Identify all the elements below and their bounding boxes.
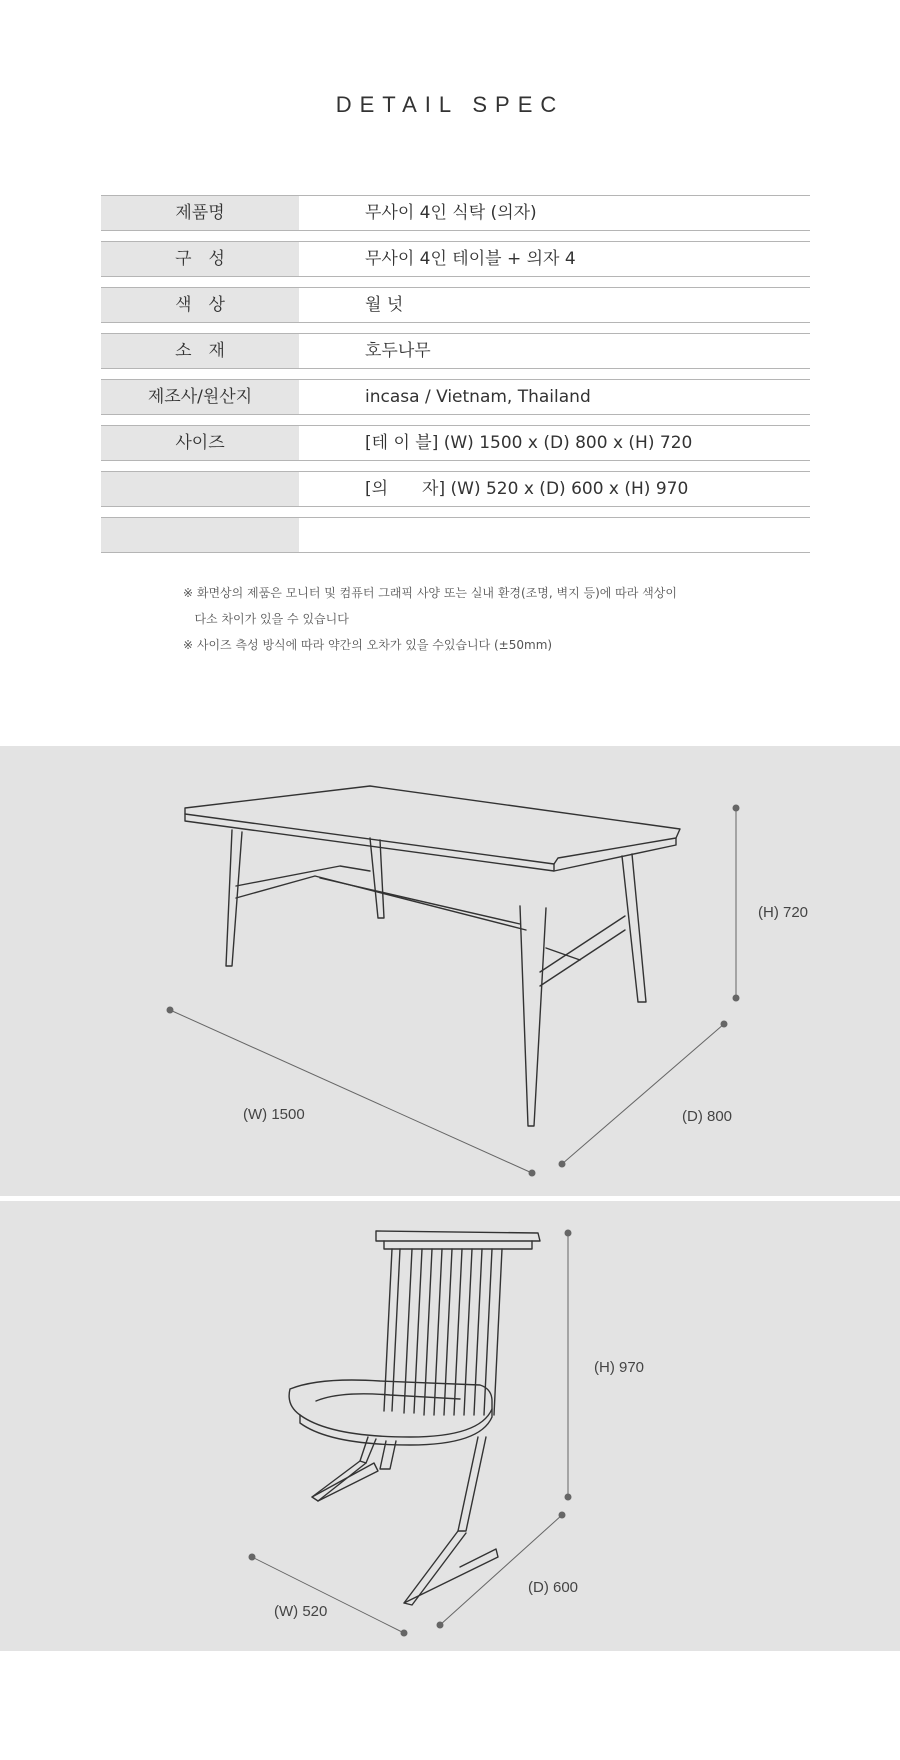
spec-label: 제품명	[101, 196, 299, 230]
page-title: DETAIL SPEC	[335, 92, 565, 117]
spec-value	[299, 518, 810, 552]
spec-row	[101, 241, 810, 277]
chair-depth-label: (D) 600	[528, 1579, 579, 1596]
spec-value: 무사이 4인 테이블 + 의자 4	[365, 249, 576, 269]
spec-row	[101, 379, 810, 415]
spec-label	[101, 518, 299, 552]
spec-row	[101, 471, 810, 507]
table-width-label: (W) 1500	[243, 1106, 305, 1123]
spec-label: 색 상	[101, 288, 299, 322]
chair-drawing-panel	[0, 1201, 900, 1651]
spec-row	[101, 287, 810, 323]
spec-value: [테 이 블] (W) 1500 x (D) 800 x (H) 720	[365, 433, 693, 453]
spec-value: 무사이 4인 식탁 (의자)	[365, 203, 537, 223]
table-line-drawing	[0, 746, 900, 1196]
note-line: ※ 사이즈 측성 방식에 따라 약간의 오차가 있을 수있습니다 (±50mm)	[183, 638, 553, 652]
spec-value: 호두나무	[365, 341, 431, 361]
spec-value: incasa / Vietnam, Thailand	[365, 387, 591, 407]
spec-value: [의 자] (W) 520 x (D) 600 x (H) 970	[365, 479, 689, 499]
note-line: 다소 차이가 있을 수 있습니다	[183, 612, 349, 626]
spec-label: 소 재	[101, 334, 299, 368]
chair-height-label: (H) 970	[594, 1359, 645, 1376]
spec-row	[101, 195, 810, 231]
spec-row	[101, 517, 810, 553]
chair-width-label: (W) 520	[274, 1603, 328, 1620]
table-drawing-panel	[0, 746, 900, 1196]
spec-label: 제조사/원산지	[101, 380, 299, 414]
chair-line-drawing	[0, 1201, 900, 1651]
spec-label: 사이즈	[101, 426, 299, 460]
spec-table	[101, 195, 810, 563]
spec-value: 월 넛	[365, 295, 404, 315]
note-line: ※ 화면상의 제품은 모니터 및 컴퓨터 그래픽 사양 또는 실내 환경(조명, 벽지 등)에 따라 색상이	[183, 586, 677, 600]
disclaimer-notes	[183, 580, 677, 658]
spec-row	[101, 425, 810, 461]
spec-label	[101, 472, 299, 506]
spec-row	[101, 333, 810, 369]
table-height-label: (H) 720	[758, 904, 809, 921]
table-depth-label: (D) 800	[682, 1108, 733, 1125]
spec-label: 구 성	[101, 242, 299, 276]
